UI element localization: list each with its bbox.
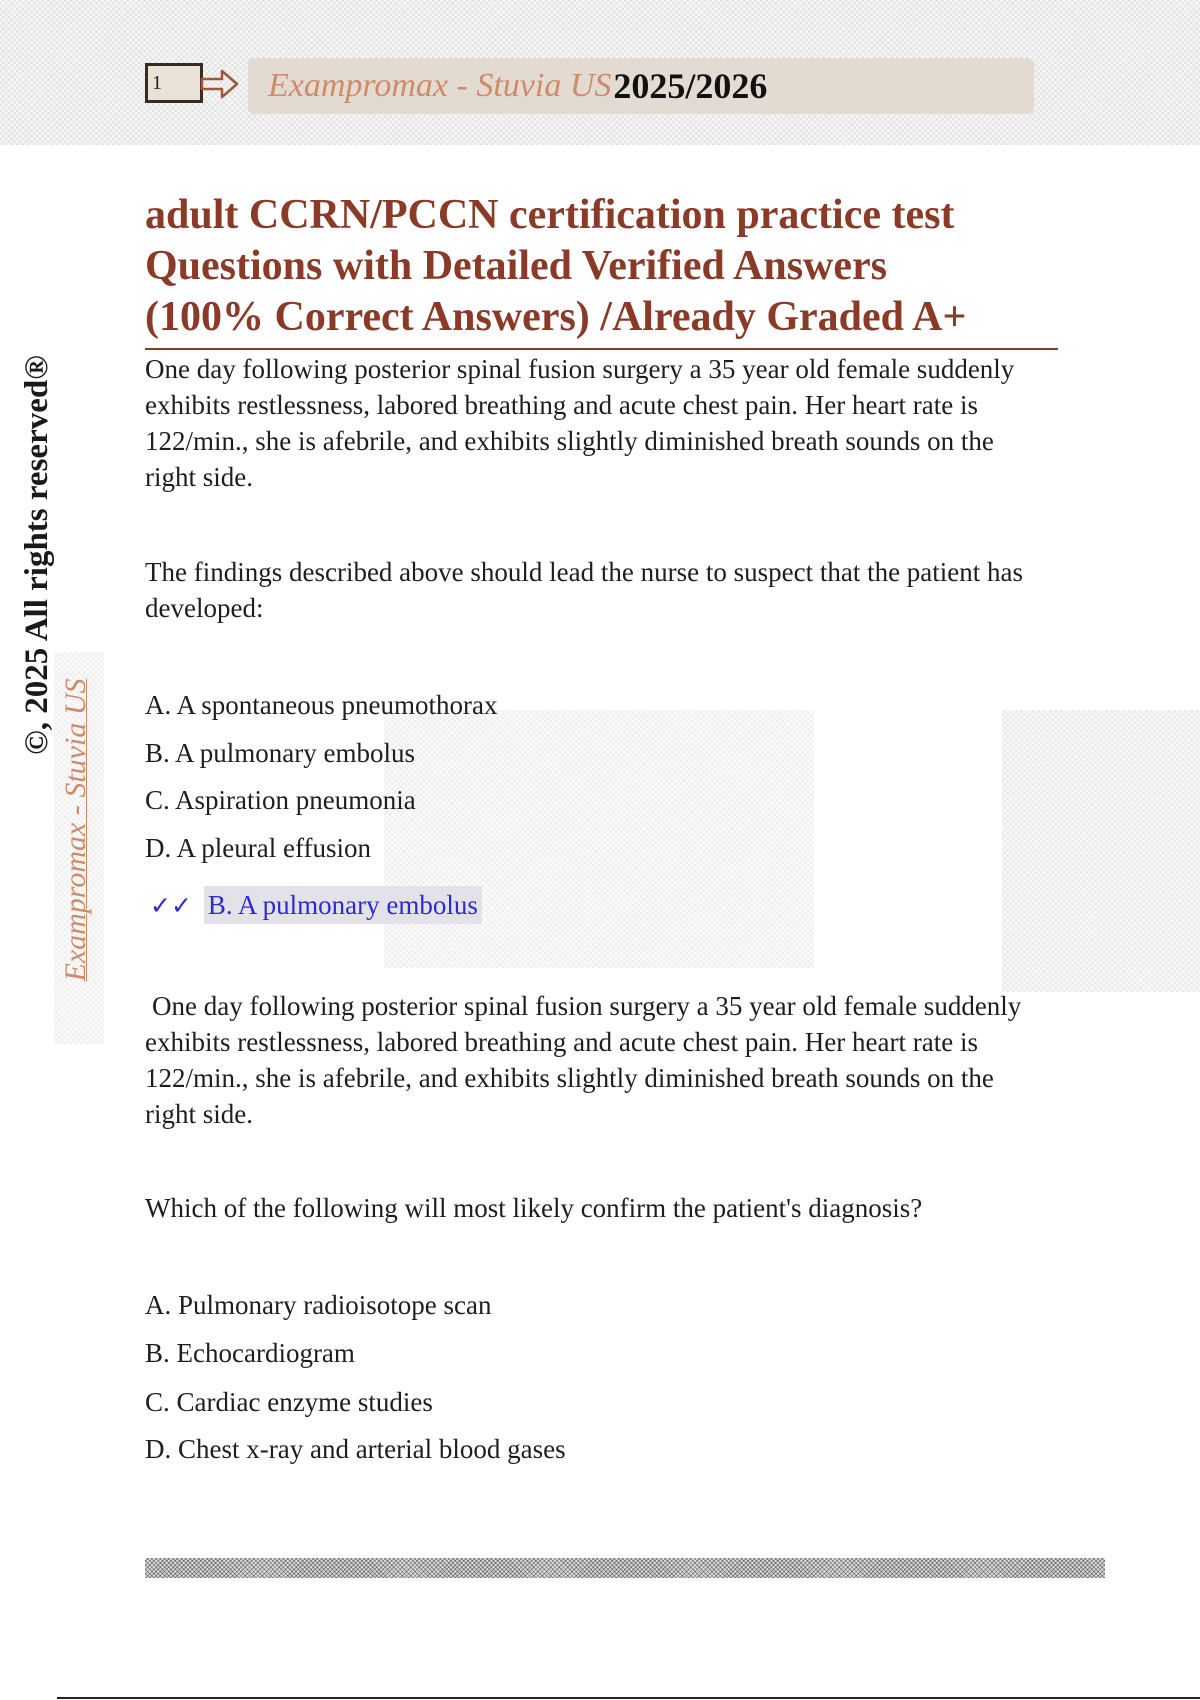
question-2-option-c: C. Cardiac enzyme studies [145, 1387, 433, 1417]
page-number-badge [145, 63, 203, 103]
question-2-option-d: D. Chest x-ray and arterial blood gases [145, 1434, 566, 1464]
question-2-prompt: Which of the following will most likely confirm the patient's diagnosis? [145, 1193, 923, 1223]
question-1-option-b: B. A pulmonary embolus [145, 738, 415, 768]
title-line: (100% Correct Answers) /Already Graded A+ [145, 294, 967, 340]
question-1-option-a: A. A spontaneous pneumothorax [145, 690, 498, 720]
footer-rule [57, 1697, 1200, 1699]
title-underline [145, 348, 1058, 350]
double-check-icon: ✓✓ [150, 890, 192, 920]
question-1-option-c: C. Aspiration pneumonia [145, 785, 416, 815]
background-pattern-box [384, 710, 814, 968]
question-1-stem: One day following posterior spinal fusion surgery a 35 year old female suddenly exhibits restlessness, labored breathing and acute chest pain. Her heart rate is 122/min., she is afebrile, and exhibits slightly diminished breath sounds on the right side. [145, 354, 1015, 492]
title-line: Questions with Detailed Verified Answers [145, 243, 888, 289]
header-year: 2025/2026 [613, 66, 768, 106]
question-1-prompt: The findings described above should lead the nurse to suspect that the patient has developed: [145, 557, 1024, 623]
document-title [145, 190, 1055, 343]
question-2-stem: One day following posterior spinal fusion surgery a 35 year old female suddenly exhibits restlessness, labored breathing and acute chest pain. Her heart rate is 122/min., she is afebrile, and exhibits slightly diminished breath sounds on the right side. [145, 991, 1022, 1129]
header-banner [248, 58, 1034, 114]
header-brand: Exampromax - Stuvia US [268, 67, 612, 104]
question-1-answer [150, 886, 482, 924]
copyright-notice: ©, 2025 All rights reserved® [19, 355, 55, 755]
background-pattern-box [1002, 710, 1200, 992]
question-1-option-d: D. A pleural effusion [145, 833, 371, 863]
footer-hatch-divider [145, 1558, 1105, 1578]
question-2-option-b: B. Echocardiogram [145, 1338, 355, 1368]
page-number: 1 [152, 72, 162, 94]
answer-text: B. A pulmonary embolus [204, 886, 482, 924]
side-brand: Exampromax - Stuvia US [59, 678, 92, 982]
title-line: adult CCRN/PCCN certification practice test [145, 192, 955, 238]
question-2-option-a: A. Pulmonary radioisotope scan [145, 1290, 492, 1320]
arrow-right-icon [200, 66, 240, 102]
